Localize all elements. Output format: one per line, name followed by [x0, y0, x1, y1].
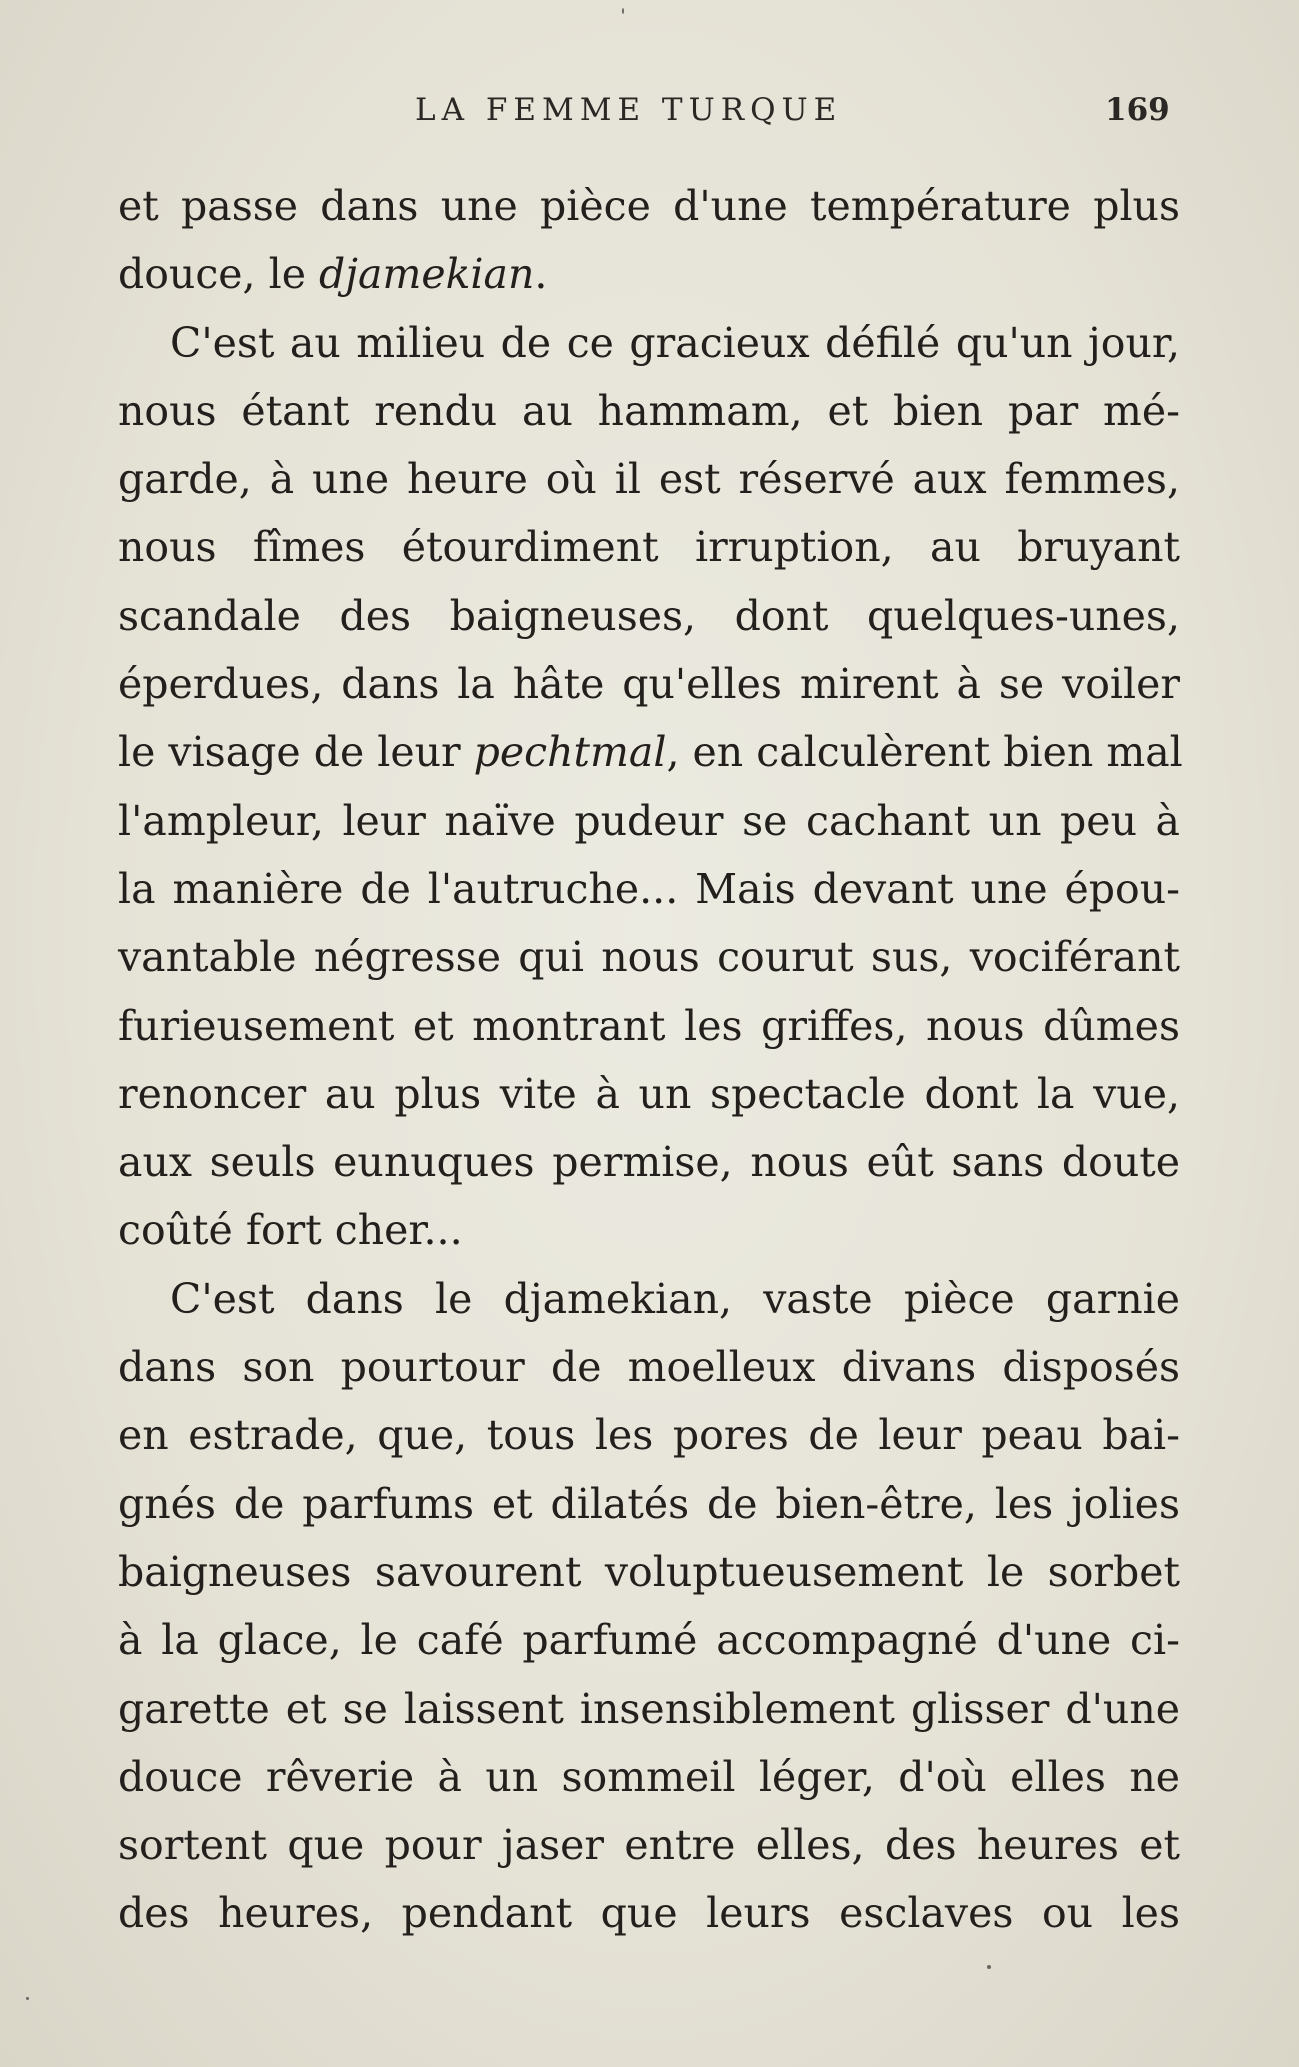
text-line	[118, 718, 1183, 786]
text-line: aux seuls eunuques permise, nous eût sans doute	[118, 1138, 1180, 1187]
text-line: la manière de l'autruche... Mais devant une épou-	[118, 864, 1180, 913]
text-line: garde, à une heure où il est réservé aux femmes,	[118, 455, 1180, 504]
paragraph-1	[118, 172, 1180, 309]
text-line: sortent que pour jaser entre elles, des heures et	[118, 1821, 1180, 1870]
text-line: furieusement et montrant les griffes, nous dûmes	[118, 1001, 1180, 1050]
text-line: nous étant rendu au hammam, et bien par mé-	[118, 386, 1180, 435]
text-line: l'ampleur, leur naïve pudeur se cachant un peu à	[118, 796, 1180, 845]
page-number: 169	[1105, 92, 1170, 128]
text-line: douce rêverie à un sommeil léger, d'où elles ne	[118, 1752, 1180, 1801]
text-line: coûté fort cher...	[118, 1206, 463, 1255]
paper-speck	[987, 1965, 991, 1969]
italic-term: pechtmal	[473, 728, 667, 777]
text-line: des heures, pendant que leurs esclaves ou les	[118, 1889, 1180, 1938]
text-span: le visage de leur	[118, 728, 474, 777]
paragraph-2	[118, 309, 1183, 1265]
text-line: dans son pourtour de moelleux divans disposés	[118, 1343, 1180, 1392]
text-span: , en calculèrent bien mal	[666, 728, 1183, 777]
text-line: et passe dans une pièce d'une température plus	[118, 182, 1180, 230]
text-line: C'est au milieu de ce gracieux défilé qu'un jour,	[170, 318, 1180, 367]
text-line	[118, 240, 1180, 308]
text-line: garette et se laissent insensiblement glisser d'une	[118, 1684, 1180, 1733]
paper-speck	[26, 1997, 29, 2000]
text-line: renoncer au plus vite à un spectacle dont la vue,	[118, 1069, 1180, 1118]
text-line: vantable négresse qui nous courut sus, vociférant	[118, 933, 1180, 982]
italic-term: djamekian	[319, 250, 535, 299]
text-line: en estrade, que, tous les pores de leur peau bai-	[118, 1411, 1180, 1460]
text-line: baigneuses savourent voluptueusement le sorbet	[118, 1547, 1180, 1596]
text-line: éperdues, dans la hâte qu'elles mirent à se voiler	[118, 660, 1180, 709]
text-line: gnés de parfums et dilatés de bien-être, les jolies	[118, 1479, 1180, 1528]
text-span: douce, le	[118, 250, 320, 299]
paper-speck	[622, 8, 624, 14]
running-head	[0, 92, 1299, 142]
paragraph-3	[118, 1265, 1180, 1948]
text-span: .	[534, 250, 548, 299]
text-line: à la glace, le café parfumé accompagné d'une ci-	[118, 1616, 1180, 1665]
body-text	[118, 172, 1183, 1948]
running-title: LA FEMME TURQUE	[415, 92, 843, 128]
text-line: scandale des baigneuses, dont quelques-unes,	[118, 591, 1180, 640]
text-line: C'est dans le djamekian, vaste pièce garnie	[170, 1274, 1180, 1323]
text-line: nous fîmes étourdiment irruption, au bruyant	[118, 523, 1180, 572]
